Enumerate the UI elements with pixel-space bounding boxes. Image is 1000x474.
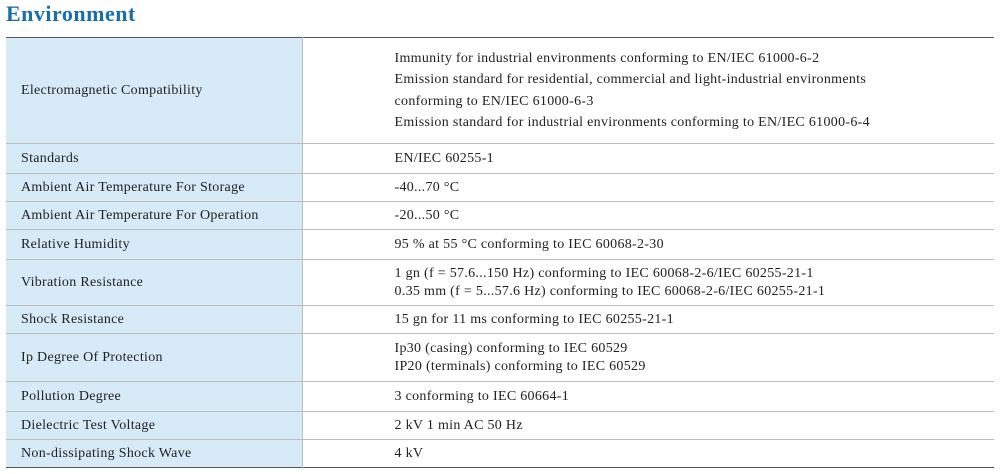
row-label: Dielectric Test Voltage (6, 412, 302, 440)
value-line: -40...70 °C (394, 179, 460, 195)
row-label: Vibration Resistance (6, 260, 302, 306)
environment-spec-table (6, 37, 994, 468)
row-value (302, 144, 994, 174)
value-line: Emission standard for residential, commercial and light-industrial environments (394, 72, 867, 87)
row-value (302, 412, 994, 440)
value-line: -20...50 °C (394, 207, 460, 223)
value-line: 3 conforming to IEC 60664-1 (394, 388, 570, 404)
row-label: Electromagnetic Compatibility (6, 38, 302, 144)
table-row (6, 144, 994, 174)
value-line: conforming to EN/IEC 61000-6-3 (394, 93, 594, 109)
row-value (302, 306, 994, 334)
row-value (302, 440, 994, 468)
value-line: 0.35 mm (f = 5...57.6 Hz) conforming to IEC 60068-2-6/IEC 60255-21-1 (394, 283, 826, 299)
value-line: 15 gn for 11 ms conforming to IEC 60255-21-1 (394, 311, 674, 327)
row-label: Pollution Degree (6, 382, 302, 412)
value-line: 2 kV 1 min AC 50 Hz (394, 417, 523, 433)
row-value (302, 334, 994, 382)
value-line: EN/IEC 60255-1 (394, 150, 494, 166)
row-value (302, 260, 994, 306)
table-row (6, 260, 994, 306)
value-line: 4 kV (394, 445, 424, 461)
table-row (6, 38, 994, 144)
section-title: Environment (6, 1, 136, 26)
row-label: Non-dissipating Shock Wave (6, 440, 302, 468)
row-label: Relative Humidity (6, 230, 302, 260)
table-row (6, 440, 994, 468)
table-row (6, 230, 994, 260)
row-value (302, 382, 994, 412)
row-value (302, 202, 994, 230)
row-value (302, 230, 994, 260)
row-value (302, 38, 994, 144)
value-line: 1 gn (f = 57.6...150 Hz) conforming to IEC 60068-2-6/IEC 60255-21-1 (394, 265, 814, 281)
row-label: Ambient Air Temperature For Storage (6, 174, 302, 202)
table-row (6, 202, 994, 230)
table-row (6, 382, 994, 412)
table-row (6, 334, 994, 382)
value-line: Emission standard for industrial environments conforming to EN/IEC 61000-6-4 (394, 115, 870, 130)
table-row (6, 412, 994, 440)
row-label: Ip Degree Of Protection (6, 334, 302, 382)
table-row (6, 306, 994, 334)
row-label: Standards (6, 144, 302, 174)
row-value (302, 174, 994, 202)
value-line: Ip30 (casing) conforming to IEC 60529 (394, 340, 628, 356)
table-row (6, 174, 994, 202)
value-line: Immunity for industrial environments conforming to EN/IEC 61000-6-2 (394, 50, 820, 66)
value-line: 95 % at 55 °C conforming to IEC 60068-2-30 (394, 236, 664, 252)
row-label: Ambient Air Temperature For Operation (6, 202, 302, 230)
value-line: IP20 (terminals) conforming to IEC 60529 (394, 358, 646, 374)
row-label: Shock Resistance (6, 306, 302, 334)
